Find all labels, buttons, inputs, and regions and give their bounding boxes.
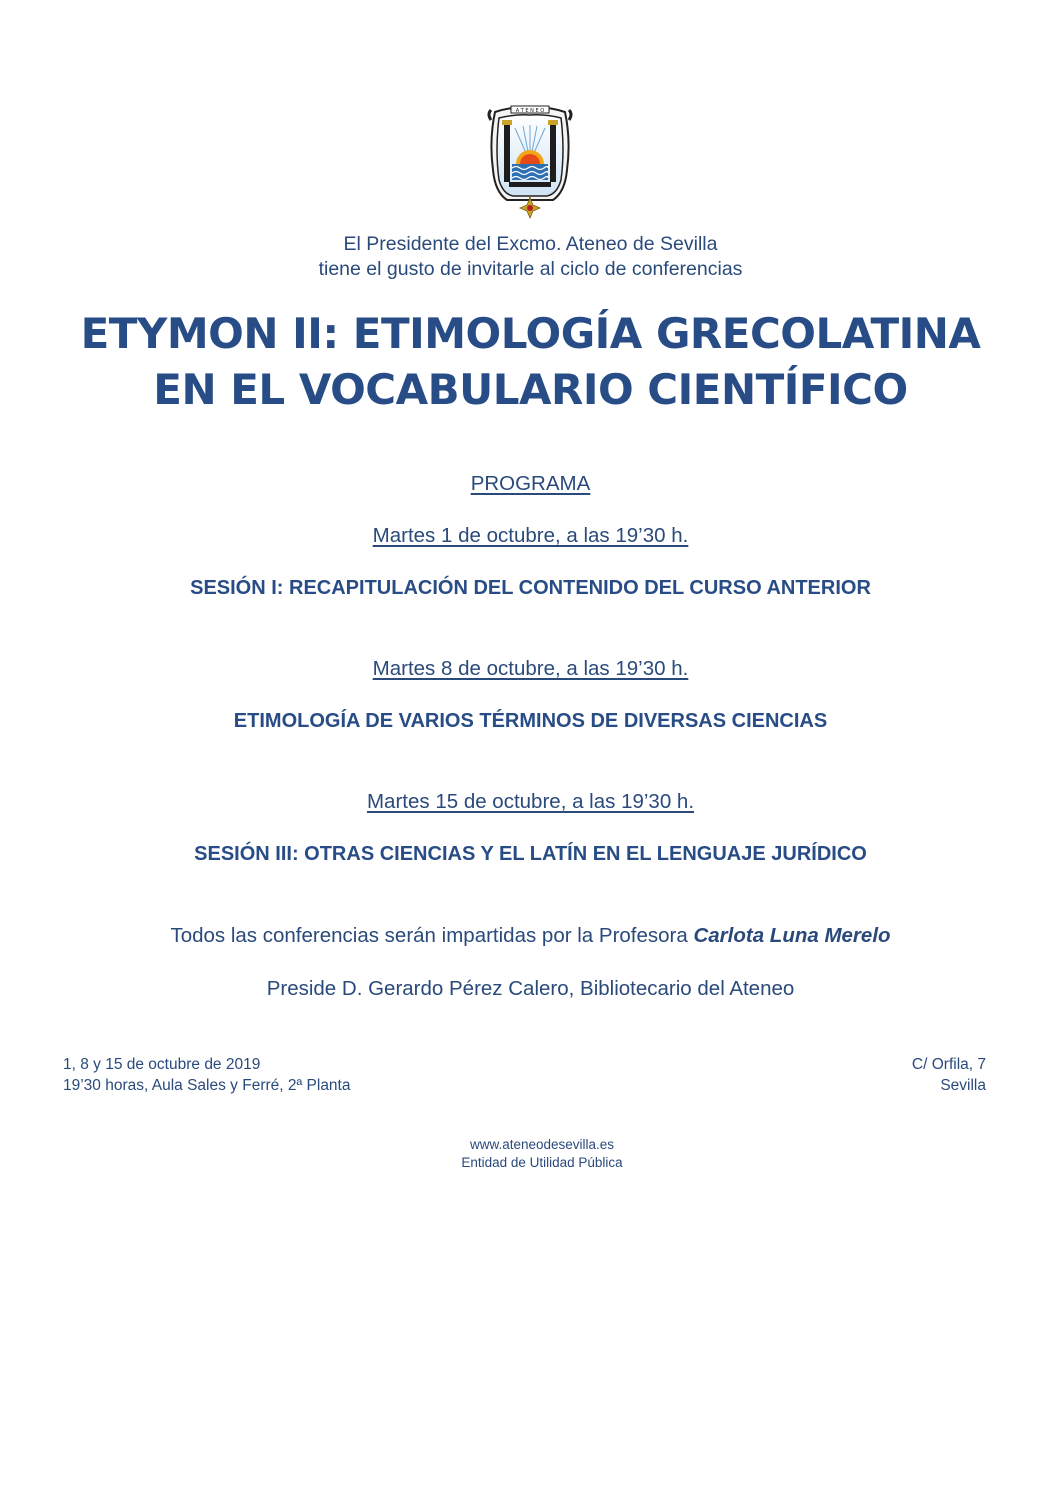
intro-line-2: tiene el gusto de invitarle al ciclo de conferencias [318,258,743,280]
session-3-title: SESIÓN III: OTRAS CIENCIAS Y EL LATÍN EN EL LENGUAJE JURÍDICO [194,843,867,865]
footer-date-place [63,1054,350,1096]
svg-text:A T E N E O: A T E N E O [515,108,545,114]
footer-web-block [0,1136,1061,1172]
footer-venue: 19’30 horas, Aula Sales y Ferré, 2ª Planta [63,1077,351,1094]
footer-address [912,1054,986,1096]
footer-street: C/ Orfila, 7 [911,1056,986,1073]
title-line-1: ETYMON II: ETIMOLOGÍA GRECOLATINA [80,309,981,358]
intro-text [0,232,1061,282]
session-2-title: ETIMOLOGÍA DE VARIOS TÉRMINOS DE DIVERSAS CIENCIAS [233,710,828,732]
ateneo-crest-icon [485,100,575,222]
footer-city: Sevilla [940,1077,986,1094]
session-3-date: Martes 15 de octubre, a las 19’30 h. [366,790,695,813]
program-label: PROGRAMA [470,472,591,495]
footer-dates: 1, 8 y 15 de octubre de 2019 [63,1056,261,1073]
title-line-2: EN EL VOCABULARIO CIENTÍFICO [153,365,908,414]
session-1-date: Martes 1 de octubre, a las 19’30 h. [372,524,689,547]
page-title [0,306,1061,418]
session-2-date: Martes 8 de octubre, a las 19’30 h. [372,657,689,680]
intro-line-1: El Presidente del Excmo. Ateneo de Sevilla [343,233,718,255]
speaker-name: Carlota Luna Merelo [693,924,891,947]
session-1-title: SESIÓN I: RECAPITULACIÓN DEL CONTENIDO DEL CURSO ANTERIOR [190,577,871,599]
presides-note: Preside D. Gerardo Pérez Calero, Bibliotecario del Ateneo [266,977,795,1000]
website-link[interactable]: www.ateneodesevilla.es [469,1137,615,1152]
speaker-note [0,924,1061,948]
speaker-prefix: Todos las conferencias serán impartidas por la Profesora [170,924,694,947]
entity-label: Entidad de Utilidad Pública [461,1155,623,1170]
